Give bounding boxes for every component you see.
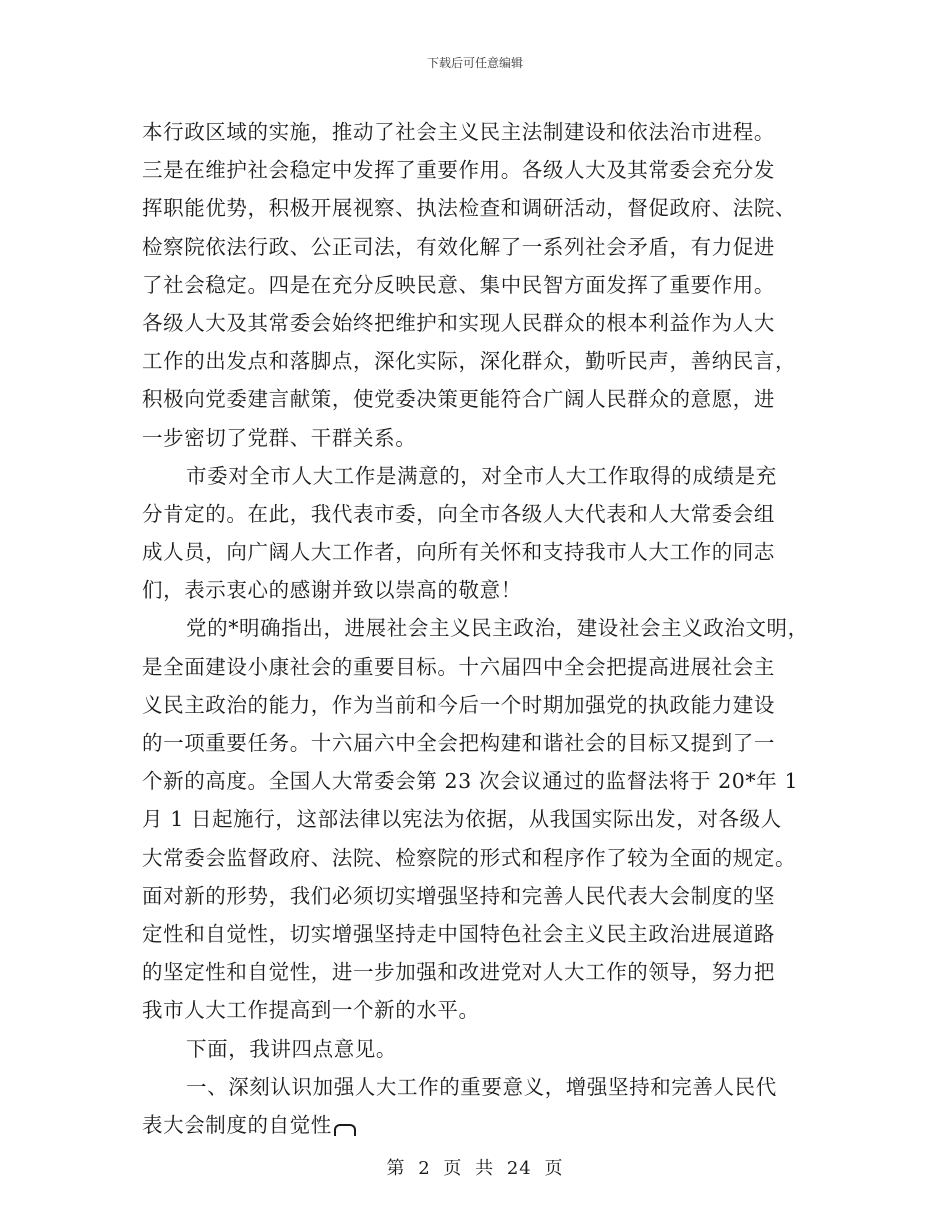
page-footer: 第 2 页 共 24 页 (386, 1158, 564, 1179)
text-line: 成人员，向广阔人大工作者，向所有关怀和支持我市人大工作的同志 (142, 540, 775, 565)
text-line: 下面，我讲四点意见。 (186, 1036, 397, 1061)
page-header: 下载后可任意编辑 (426, 56, 523, 70)
text-line-content: 表大会制度的自觉性 (142, 1112, 332, 1137)
text-line: 了社会稳定。四是在充分反映民意、集中民智方面发挥了重要作用。 (142, 272, 775, 297)
text-line: 我市人大工作提高到一个新的水平。 (142, 998, 480, 1023)
text-line: 市委对全市人大工作是满意的，对全市人大工作取得的成绩是充 (186, 463, 777, 488)
text-line: 工作的出发点和落脚点，深化实际，深化群众，勤听民声，善纳民言， (142, 349, 797, 374)
text-line: 挥职能优势，积极开展视察、执法检查和调研活动，督促政府、法院、 (142, 196, 797, 221)
text-line: 各级人大及其常委会始终把维护和实现人民群众的根本利益作为人大 (142, 310, 775, 335)
text-line: 积极向党委建言献策，使党委决策更能符合广阔人民群众的意愿，进 (142, 387, 775, 412)
text-line: 面对新的形势，我们必须切实增强坚持和完善人民代表大会制度的坚 (142, 883, 775, 908)
text-line: 检察院依法行政、公正司法，有效化解了一系列社会矛盾，有力促进 (142, 234, 775, 259)
text-cursor-mark (334, 1124, 356, 1136)
text-line: 的坚定性和自觉性，进一步加强和改进党对人大工作的领导，努力把 (142, 960, 775, 985)
text-line: 一步密切了党群、干群关系。 (142, 425, 417, 450)
text-line: 个新的高度。全国人大常委会第 23 次会议通过的监督法将于 20*年 1 (142, 769, 799, 794)
text-line: 月 1 日起施行，这部法律以宪法为依据，从我国实际出发，对各级人 (142, 807, 782, 832)
text-line-last (142, 1106, 822, 1144)
document-body (142, 113, 822, 1144)
text-line: 大常委会监督政府、法院、检察院的形式和程序作了较为全面的规定。 (142, 845, 797, 870)
text-line: 分肯定的。在此，我代表市委，向全市各级人大代表和人大常委会组 (142, 501, 775, 526)
text-line: 本行政区域的实施，推动了社会主义民主法制建设和依法治市进程。 (142, 120, 775, 144)
text-line: 义民主政治的能力，作为当前和今后一个时期加强党的执政能力建设 (142, 692, 775, 717)
text-line: 党的*明确指出，进展社会主义民主政治，建设社会主义政治文明， (186, 616, 809, 641)
text-line: 的一项重要任务。十六届六中全会把构建和谐社会的目标又提到了一 (142, 731, 775, 755)
text-line: 一、深刻认识加强人大工作的重要意义，增强坚持和完善人民代 (186, 1074, 777, 1099)
text-line: 是全面建设小康社会的重要目标。十六届四中全会把提高进展社会主 (142, 654, 775, 679)
text-line: 定性和自觉性，切实增强坚持走中国特色社会主义民主政治进展道路 (142, 921, 775, 946)
text-line: 三是在维护社会稳定中发挥了重要作用。各级人大及其常委会充分发 (142, 158, 775, 183)
text-line: 们，表示衷心的感谢并致以崇高的敬意！ (142, 578, 522, 603)
